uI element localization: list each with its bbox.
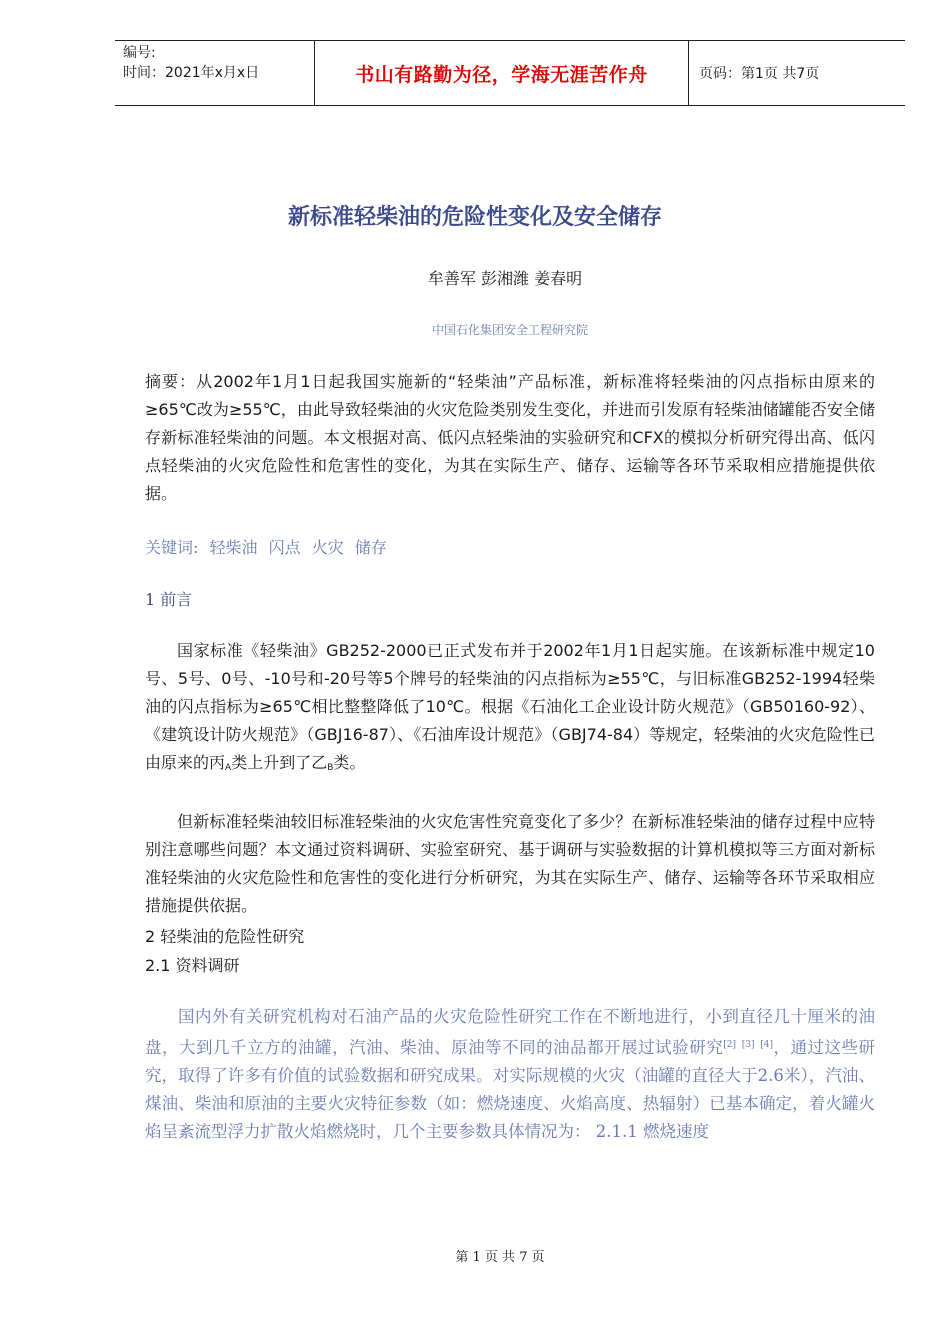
paragraph-1-mid: 类上升到了乙 — [231, 753, 328, 772]
keywords-label: 关键词: — [145, 538, 199, 557]
section-heading-2-1: 2.1 资料调研 — [145, 956, 240, 975]
keywords — [145, 535, 387, 558]
abstract: 摘要：从2002年1月1日起我国实施新的“轻柴油”产品标准，新标准将轻柴油的闪点指标由原来的≥65℃改为≥55℃，由此导致轻柴油的火灾危险类别发生变化，并进而引发原有轻柴油储罐能否安全储存新标准轻柴油的问题。本文根据对高、低闪点轻柴油的实验研究和CFX的模拟分析研究得出高、低闪点轻柴油的火灾危险性和危害性的变化，为其在实际生产、储存、运输等各环节采取相应措施提供依据。 — [145, 372, 875, 503]
paragraph-3 — [145, 1003, 875, 1146]
number-label: 编号: — [123, 45, 156, 61]
authors: 牟善军 彭湘潍 姜春明 — [427, 269, 583, 288]
paragraph-1 — [145, 637, 875, 782]
paragraph-2: 但新标准轻柴油较旧标准轻柴油的火灾危害性究竟变化了多少？在新标准轻柴油的储存过程中应特别注意哪些问题？本文通过资料调研、实验室研究、基于调研与实验数据的计算机模拟等三方面对新标准轻柴油的火灾危险性和危害性的变化进行分析研究，为其在实际生产、储存、运输等各环节采取相应措施提供依据。 — [145, 812, 875, 915]
subscript-b: B — [327, 763, 334, 773]
time-label: 时间：2021年x月x日 — [123, 65, 260, 81]
subscript-a: A — [225, 763, 232, 773]
header-table — [115, 40, 905, 106]
section-heading-1: 1 前言 — [145, 590, 193, 609]
keyword-item: 储存 — [354, 538, 387, 557]
header-page-cell — [689, 41, 905, 105]
affiliation: 中国石化集团安全工程研究院 — [431, 323, 588, 337]
paragraph-1-text: 国家标准《轻柴油》GB252-2000已正式发布并于2002年1月1日起实施。在该新标准中规定10号、5号、0号、-10号和-20号等5个牌号的轻柴油的闪点指标为≥55℃，与旧标准GB252-1994轻柴油的闪点指标为≥65℃相比整整降低了10℃。根据《石油化工企业设计防火规范》（GB50160-92）、《建筑设计防火规范》（GBJ16-87）、《石油库设计规范》（GBJ74-84）等规定，轻柴油的火灾危险性已由原来的丙 — [145, 641, 875, 772]
keyword-item: 轻柴油 — [209, 538, 258, 557]
section-heading-2: 2 轻柴油的危险性研究 — [145, 927, 305, 946]
paragraph-3-after: ，通过这些研究，取得了许多有价值的试验数据和研究成果。对实际规模的火灾（油罐的直径大于2.6米），汽油、煤油、柴油和原油的主要火灾特征参数（如：燃烧速度、火焰高度、热辐射）已基本确定，着火罐火焰呈紊流型浮力扩散火焰燃烧时，几个主要参数具体情况为： 2.1.1 燃烧速度 — [145, 1038, 876, 1141]
keyword-item: 闪点 — [268, 538, 301, 557]
motto-text: 书山有路勤为径，学海无涯苦作舟 — [355, 63, 648, 86]
header-info-cell — [115, 41, 315, 105]
citation: [3] — [741, 1040, 755, 1050]
citation: [4] — [760, 1040, 773, 1050]
citation: [2] — [723, 1040, 736, 1050]
keyword-item: 火灾 — [311, 538, 344, 557]
paragraph-3-before: 国内外有关研究机构对石油产品的火灾危险性研究工作在不断地进行，小到直径几十厘米的油盘，大到几千立方的油罐，汽油、柴油、原油等不同的油品都开展过试验研究 — [145, 1007, 875, 1057]
header-motto-cell — [315, 41, 689, 105]
paragraph-1-end: 类。 — [333, 753, 366, 772]
document-title: 新标准轻柴油的危险性变化及安全储存 — [287, 205, 662, 230]
page-label: 页码：第1页 共7页 — [699, 66, 820, 82]
page-footer: 第 1 页 共 7 页 — [455, 1250, 545, 1265]
